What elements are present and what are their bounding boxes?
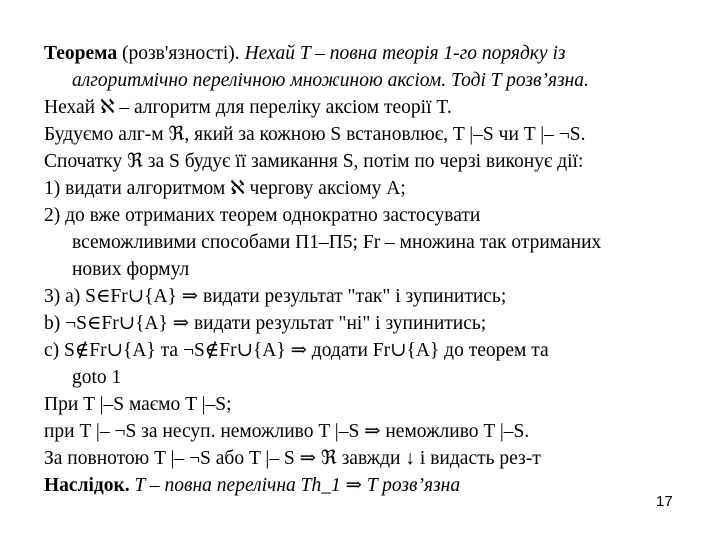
step-3c-cont: goto 1 — [72, 367, 122, 388]
step-2: 2) до вже отриманих теорем однократно застосувати — [44, 205, 481, 226]
text-line-1: Нехай ℵ – алгоритм для переліку аксіом теорії T. — [44, 97, 452, 118]
step-3a: 3) а) S∈Fr∪{A} ⇒ видати результат "так" і зупинитись; — [44, 286, 507, 307]
theorem-statement-2: алгоритмічно перелічною множиною аксіом. Тоді T розв’язна. — [72, 70, 589, 91]
theorem-line — [44, 40, 684, 67]
corollary-line — [44, 472, 684, 499]
step-3c: c) S∉Fr∪{A} та ¬S∉Fr∪{A} ⇒ додати Fr∪{A} до теорем та — [44, 340, 549, 361]
step-1: 1) видати алгоритмом ℵ чергову аксіому A; — [44, 178, 406, 199]
page-number: 17 — [656, 493, 673, 510]
text-line-6: За повнотою T |– ¬S або T |– S ⇒ ℜ завжди ↓ і видасть рез-т — [44, 448, 541, 469]
corollary-text: T – повна перелічна Th_1 ⇒ T розв’язна — [129, 475, 461, 496]
theorem-statement-1: Нехай T – повна теорія 1-го порядку із — [244, 43, 566, 64]
corollary-label: Наслідок. — [44, 475, 130, 496]
step-3b: b) ¬S∈Fr∪{A} ⇒ видати результат "ні" і зупинитись; — [44, 313, 487, 334]
theorem-title: Теорема — [44, 43, 118, 64]
text-line-3: Спочатку ℜ за S будує її замикання S, потім по черзі виконує дії: — [44, 151, 584, 172]
step-2-cont-1: всеможливими способами П1–П5; Fr – множина так отриманих — [72, 232, 602, 253]
text-line-5: при T |– ¬S за несуп. неможливо T |–S ⇒ неможливо T |–S. — [44, 421, 530, 442]
step-2-cont-2: нових формул — [72, 259, 190, 280]
slide-content — [44, 40, 684, 499]
text-line-2: Будуємо алг-м ℜ, який за кожною S встановлює, T |–S чи T |– ¬S. — [44, 124, 586, 145]
theorem-name: (розв'язності). — [117, 43, 245, 64]
text-line-4: При T |–S маємо T |–S; — [44, 394, 232, 415]
